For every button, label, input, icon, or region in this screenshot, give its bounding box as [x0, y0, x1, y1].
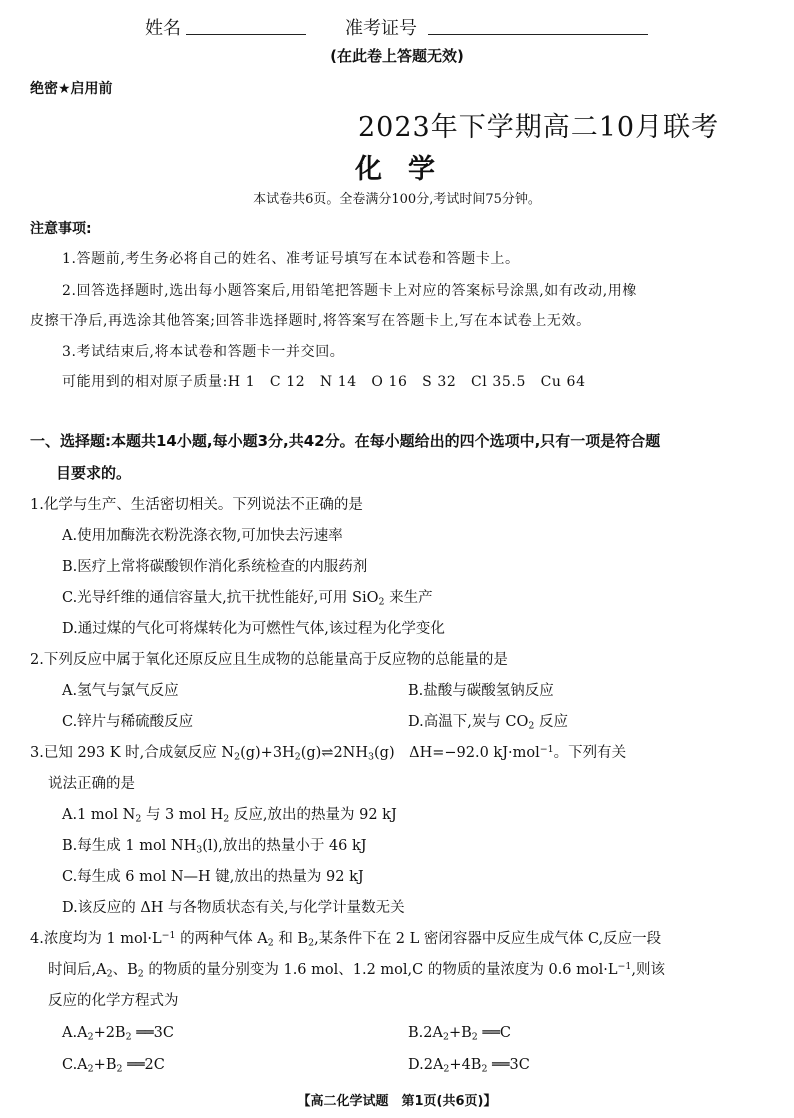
invalid-note: (在此卷上答题无效): [330, 47, 464, 65]
notice-item: 2.回答选择题时,选出每小题答案后,用铅笔把答题卡上对应的答案标号涂黑,如有改动,用橡: [62, 283, 637, 299]
option-a: $A.A_2+2B_2$ ══3C: [62, 1025, 174, 1043]
secret-label: 绝密★启用前: [30, 81, 113, 97]
option-d: D.高温下,炭与 $CO_2$ 反应: [408, 714, 569, 732]
name-label: 姓名: [145, 18, 181, 39]
option-c: C.光导纤维的通信容量大,抗干扰性能好,可用 SiO$_2$ 来生产: [62, 590, 433, 608]
option-a: A.氢气与氯气反应: [62, 683, 179, 699]
question-stem-cont: 时间后$,A_2$、$B_2$ 的物质的量分别变为 1.6 mol、1.2 mol,C 的物质的量浓度为 0.6 $mol\cdot L^{-1}$,则该: [48, 960, 665, 980]
option-a: A.1 mol $N_2$ 与 3 mol $H_2$ 反应,放出的热量为 92 kJ: [62, 807, 397, 825]
notice-item: 1.答题前,考生务必将自己的姓名、准考证号填写在本试卷和答题卡上。: [62, 251, 520, 267]
option-b: $B.2A_2+B_2$ ══C: [408, 1025, 511, 1043]
option-c: $C.A_2+B_2$ ══2C: [62, 1057, 165, 1075]
notice-item: 皮擦干净后,再选涂其他答案;回答非选择题时,将答案写在答题卡上,写在本试卷上无效。: [30, 313, 591, 329]
option-b: B.每生成 1 mol $NH_3(l)$,放出的热量小于 46 kJ: [62, 838, 367, 856]
option-b: B.盐酸与碳酸氢钠反应: [408, 683, 554, 699]
question-stem-cont: 说法正确的是: [48, 776, 135, 792]
option-d: $D.2A_2+4B_2$ ══3C: [408, 1057, 530, 1075]
section-title: 一、选择题:本题共14小题,每小题3分,共42分。在每小题给出的四个选项中,只有一项是符合题: [30, 432, 661, 450]
option-d: D.通过煤的气化可将煤转化为可燃性气体,该过程为化学变化: [62, 621, 445, 637]
option-c: C.每生成 6 mol N—H 键,放出的热量为 92 kJ: [62, 869, 364, 885]
question-stem-cont: 反应的化学方程式为: [48, 993, 179, 1009]
option-b: B.医疗上常将碳酸钡作消化系统检查的内服药剂: [62, 559, 368, 575]
question-stem: 1.化学与生产、生活密切相关。下列说法不正确的是: [30, 497, 363, 513]
name-blank: [186, 12, 306, 35]
section-title-cont: 目要求的。: [56, 464, 132, 482]
atomic-masses: 可能用到的相对原子质量:H 1 C 12 N 14 O 16 S 32 Cl 35.5 Cu 64: [62, 374, 586, 390]
notice-item: 3.考试结束后,将本试卷和答题卡一并交回。: [62, 344, 345, 360]
option-d: D.该反应的 ΔH 与各物质状态有关,与化学计量数无关: [62, 900, 405, 916]
question-stem: 4.浓度均为 1 $mol\cdot L^{-1}$ 的两种气体 $A_2$ 和 $B_2$,某条件下在 2 L 密闭容器中反应生成气体 C,反应一段: [30, 929, 662, 949]
subject-title: 化学: [355, 154, 461, 185]
exam-info: 本试卷共6页。全卷满分100分,考试时间75分钟。: [253, 192, 541, 207]
question-stem: 3.已知 293 K 时,合成氨反应 $N_2(g)+3H_2(g)\rightleftharpoons 2NH_3(g)$ ΔH=−92.0 kJ·mol$^{-1}$。下列有关: [30, 743, 627, 763]
page-footer: 【高二化学试题 第1页(共6页)】: [297, 1094, 497, 1109]
candidate-info-header: [0, 12, 794, 40]
exam-title: 2023年下学期高二10月联考: [358, 112, 720, 143]
notice-heading: 注意事项:: [30, 221, 92, 237]
id-blank: [428, 12, 648, 35]
option-a: A.使用加酶洗衣粉洗涤衣物,可加快去污速率: [62, 528, 343, 544]
question-stem: 2.下列反应中属于氧化还原反应且生成物的总能量高于反应物的总能量的是: [30, 652, 508, 668]
id-label: 准考证号: [345, 18, 417, 39]
option-c: C.锌片与稀硫酸反应: [62, 714, 194, 730]
